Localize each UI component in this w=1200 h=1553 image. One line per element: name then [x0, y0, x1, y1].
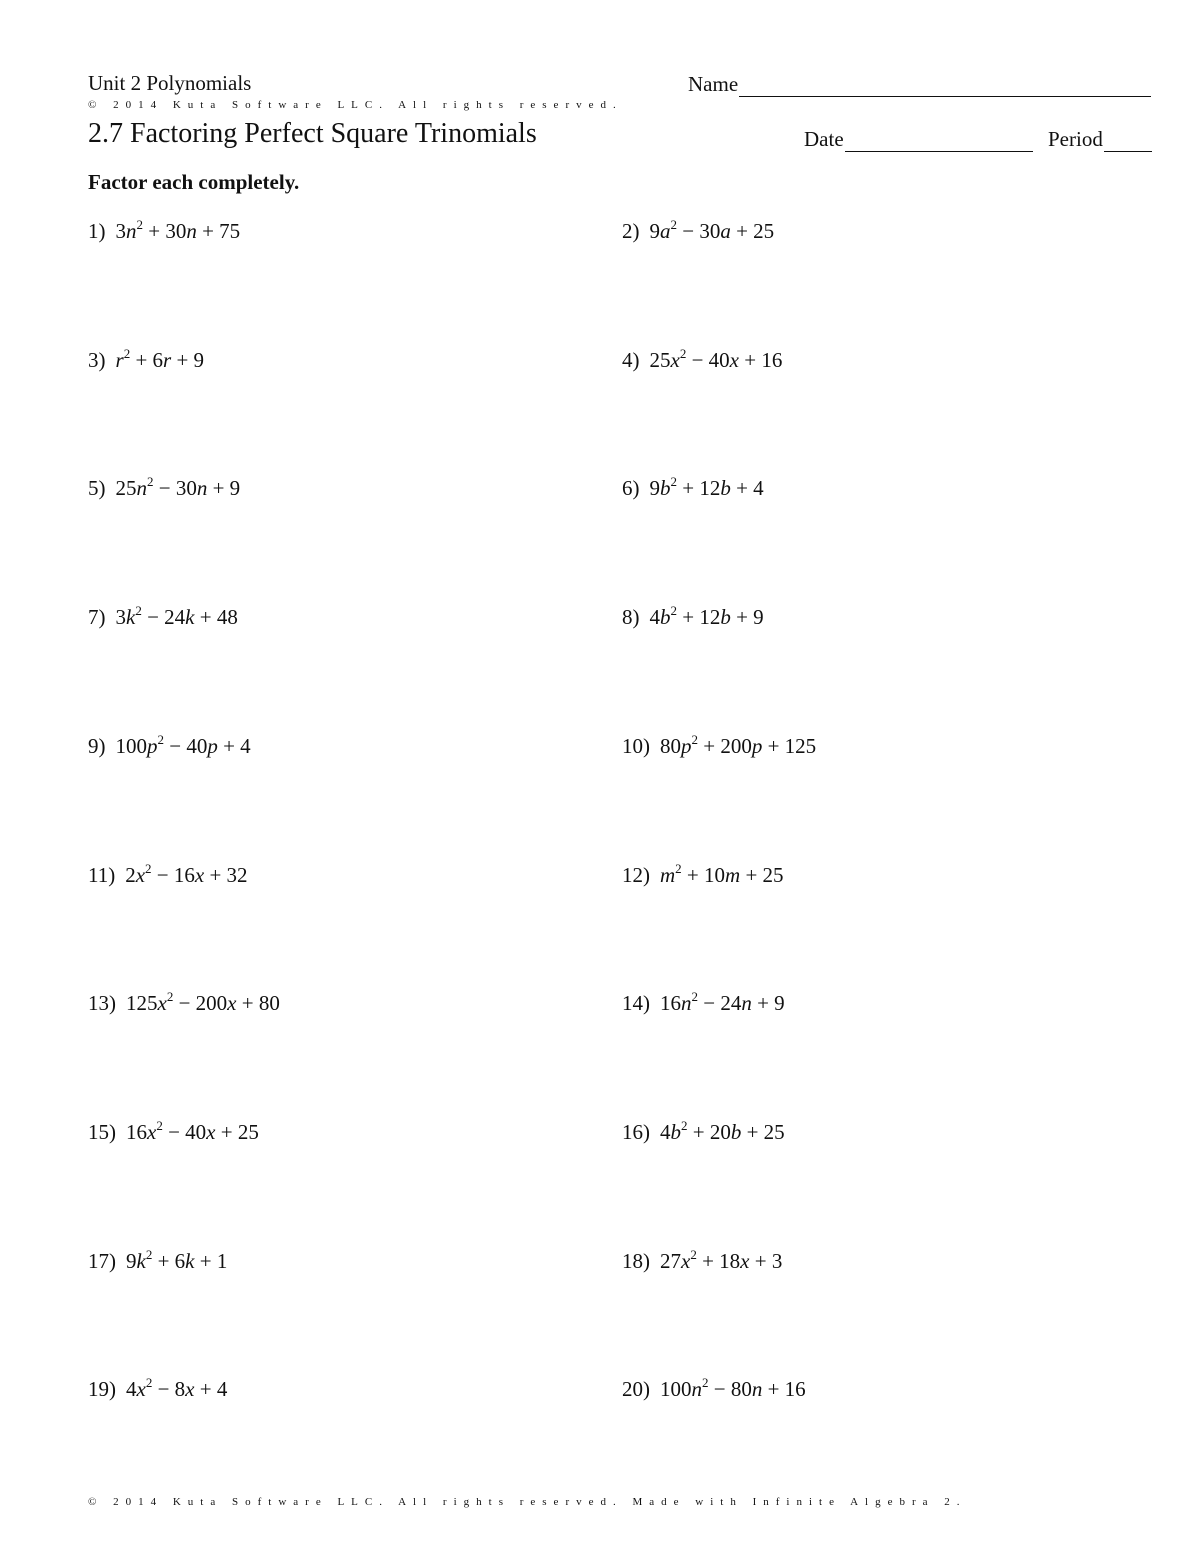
date-label: Date [804, 127, 844, 151]
problem-expression [115, 731, 251, 758]
problem-number: 19) [88, 1377, 116, 1402]
term-text: + 12 [677, 605, 721, 630]
problem-number: 10) [622, 733, 650, 758]
problem [622, 862, 784, 888]
exponent: 2 [691, 731, 698, 747]
problem-number: 1) [88, 219, 106, 243]
problem [622, 1119, 785, 1145]
problem-number: 6) [622, 476, 640, 501]
variable: x [135, 862, 146, 887]
problem [88, 862, 248, 888]
exponent: 2 [156, 1117, 163, 1133]
problem-expression [115, 345, 205, 372]
copyright-notice-top: © 2014 Kuta Software LLC. All rights reserved. [88, 99, 623, 111]
problem-expression [125, 860, 248, 887]
problem-number: 15) [88, 1119, 116, 1144]
variable: p [147, 733, 158, 758]
problem [622, 218, 774, 244]
problem-number: 11) [88, 862, 116, 887]
exponent: 2 [147, 474, 154, 490]
variable: b [720, 605, 731, 630]
name-field[interactable] [688, 71, 1151, 97]
problem-expression [126, 991, 280, 1015]
term-text: + 10 [681, 862, 726, 887]
term-text: − 80 [708, 1377, 752, 1402]
problem [88, 347, 204, 373]
problem-expression [660, 1246, 783, 1273]
term-text: + 16 [762, 1377, 806, 1402]
term-text: + 20 [687, 1119, 731, 1144]
problem [622, 347, 782, 373]
problem [622, 1248, 782, 1274]
term-text: − 200 [173, 991, 228, 1016]
problem-expression [116, 219, 241, 243]
variable: x [729, 347, 739, 372]
problem-expression [116, 605, 238, 629]
term-text: − 40 [686, 347, 730, 372]
exponent: 2 [691, 989, 698, 1005]
term-text: 9 [649, 476, 660, 501]
problem-number: 8) [622, 605, 640, 630]
variable: x [157, 991, 167, 1016]
variable: n [741, 991, 752, 1016]
problem-expression [650, 219, 775, 243]
problem-number: 17) [88, 1248, 116, 1273]
term-text: + 48 [194, 605, 238, 630]
term-text: 3 [115, 219, 126, 243]
copyright-notice-bottom: © 2014 Kuta Software LLC. All rights reserved. Made with Infinite Algebra 2. [88, 1496, 967, 1508]
variable: n [681, 991, 692, 1016]
term-text: + 12 [677, 476, 721, 501]
problem [88, 1248, 227, 1274]
term-text: 25 [649, 347, 671, 372]
problem-number: 12) [622, 862, 650, 887]
variable: n [196, 476, 208, 501]
variable: b [720, 476, 731, 501]
problem [622, 604, 764, 630]
variable: k [185, 1248, 195, 1273]
variable: n [691, 1377, 702, 1402]
problem [622, 475, 764, 501]
variable: x [136, 1377, 146, 1402]
term-text: 80 [660, 733, 681, 758]
term-text: 3 [115, 605, 126, 630]
problem-expression [650, 476, 764, 500]
problem-expression [660, 731, 817, 758]
variable: b [660, 476, 671, 501]
problem-number: 5) [88, 476, 106, 501]
variable: x [185, 1377, 195, 1402]
problem [622, 1376, 806, 1402]
term-text: + 200 [698, 733, 752, 758]
term-text: 4 [660, 1119, 671, 1144]
problem [88, 218, 240, 244]
term-text: 25 [115, 476, 137, 501]
name-blank[interactable] [739, 76, 1151, 97]
term-text: + 9 [207, 476, 241, 501]
term-text: 4 [126, 1377, 137, 1402]
term-text: + 1 [194, 1248, 228, 1273]
exponent: 2 [679, 345, 687, 361]
term-text: + 25 [730, 219, 775, 243]
variable: n [186, 219, 197, 243]
period-field[interactable] [1048, 126, 1152, 152]
term-text: + 4 [730, 476, 764, 501]
exponent: 2 [166, 989, 174, 1005]
term-text: + 75 [196, 219, 241, 243]
variable: x [227, 991, 237, 1016]
variable: m [660, 862, 676, 887]
term-text: + 18 [696, 1248, 741, 1273]
term-text: + 6 [130, 347, 164, 372]
exponent: 2 [145, 860, 152, 876]
problem [88, 990, 280, 1016]
variable: p [751, 733, 763, 758]
term-text: + 9 [751, 991, 785, 1016]
unit-title: Unit 2 Polynomials [88, 71, 252, 95]
worksheet-title: 2.7 Factoring Perfect Square Trinomials [88, 118, 537, 149]
problem-expression [126, 1377, 227, 1401]
term-text: + 4 [217, 733, 251, 758]
exponent: 2 [670, 603, 677, 619]
problem-expression [660, 991, 785, 1015]
variable: k [136, 1248, 146, 1273]
variable: x [740, 1248, 750, 1273]
exponent: 2 [681, 1117, 688, 1133]
term-text: − 40 [164, 733, 208, 758]
term-text: + 125 [762, 733, 817, 758]
exponent: 2 [670, 217, 677, 232]
term-text: − 8 [152, 1377, 186, 1402]
exponent: 2 [145, 1375, 153, 1391]
term-text: 16 [660, 991, 681, 1016]
variable: n [136, 476, 147, 501]
problem [88, 1376, 227, 1402]
problem-number: 3) [88, 347, 106, 372]
variable: n [751, 1377, 763, 1402]
term-text: + 4 [194, 1377, 228, 1402]
term-text: 27 [660, 1248, 681, 1273]
problem-expression [660, 860, 784, 887]
date-blank[interactable] [845, 131, 1033, 152]
variable: x [670, 347, 680, 372]
variable: b [730, 1119, 742, 1144]
problem [88, 475, 240, 501]
date-field[interactable] [804, 126, 1033, 152]
problem-number: 2) [622, 219, 640, 243]
term-text: 9 [649, 219, 660, 243]
problem-number: 14) [622, 991, 650, 1016]
problem-expression [126, 1117, 259, 1144]
exponent: 2 [135, 603, 142, 619]
variable: a [660, 219, 671, 243]
exponent: 2 [675, 860, 682, 876]
term-text: − 30 [153, 476, 197, 501]
period-label: Period [1048, 127, 1103, 151]
variable: r [163, 347, 172, 372]
term-text: + 6 [152, 1248, 186, 1273]
variable: a [720, 219, 731, 243]
problem [88, 733, 251, 759]
variable: k [126, 605, 136, 630]
problem-expression [660, 1117, 785, 1144]
problem [88, 1119, 259, 1145]
variable: r [115, 347, 124, 372]
variable: p [681, 733, 692, 758]
variable: x [681, 1248, 691, 1273]
term-text: − 24 [698, 991, 742, 1016]
term-text: 125 [126, 991, 158, 1016]
term-text: − 24 [141, 605, 186, 630]
problem-number: 16) [622, 1119, 650, 1144]
problem-number: 13) [88, 991, 116, 1016]
term-text: 100 [660, 1377, 692, 1402]
problem [88, 604, 238, 630]
problem-number: 9) [88, 733, 106, 758]
variable: x [194, 862, 205, 887]
problem-expression [660, 1377, 806, 1401]
exponent: 2 [123, 345, 131, 361]
problem [622, 990, 785, 1016]
term-text: − 16 [151, 862, 195, 887]
problem-expression [126, 1246, 228, 1273]
term-text: + 25 [215, 1119, 259, 1144]
problem-expression [649, 345, 783, 372]
term-text: + 25 [740, 862, 784, 887]
variable: p [207, 733, 218, 758]
variable: n [126, 219, 137, 243]
term-text: + 3 [749, 1248, 783, 1273]
term-text: + 32 [204, 862, 248, 887]
term-text: + 30 [143, 219, 187, 243]
term-text: + 9 [730, 605, 764, 630]
exponent: 2 [136, 217, 143, 232]
variable: x [206, 1119, 216, 1144]
term-text: − 40 [162, 1119, 207, 1144]
term-text: + 25 [741, 1119, 785, 1144]
problem-number: 20) [622, 1377, 650, 1402]
term-text: 4 [649, 605, 660, 630]
term-text: + 80 [236, 991, 280, 1016]
exponent: 2 [690, 1246, 697, 1262]
variable: k [185, 605, 195, 630]
term-text: 16 [126, 1119, 147, 1144]
term-text: + 16 [739, 347, 783, 372]
problem-number: 7) [88, 605, 106, 630]
problem-number: 18) [622, 1248, 650, 1273]
term-text: + 9 [171, 347, 205, 372]
term-text: 2 [125, 862, 136, 887]
variable: b [670, 1119, 681, 1144]
variable: b [660, 605, 671, 630]
period-blank[interactable] [1104, 131, 1152, 152]
term-text: 9 [126, 1248, 137, 1273]
problem-number: 4) [622, 347, 640, 372]
term-text: − 30 [677, 219, 721, 243]
variable: m [725, 862, 741, 887]
exponent: 2 [702, 1375, 709, 1391]
exponent: 2 [157, 731, 164, 747]
problem [622, 733, 816, 759]
problem-expression [650, 605, 764, 629]
problem-expression [116, 476, 241, 500]
exponent: 2 [670, 474, 677, 490]
exponent: 2 [145, 1246, 153, 1262]
name-label: Name [688, 72, 739, 96]
term-text: 100 [115, 733, 147, 758]
instructions: Factor each completely. [88, 170, 300, 194]
variable: x [147, 1119, 157, 1144]
